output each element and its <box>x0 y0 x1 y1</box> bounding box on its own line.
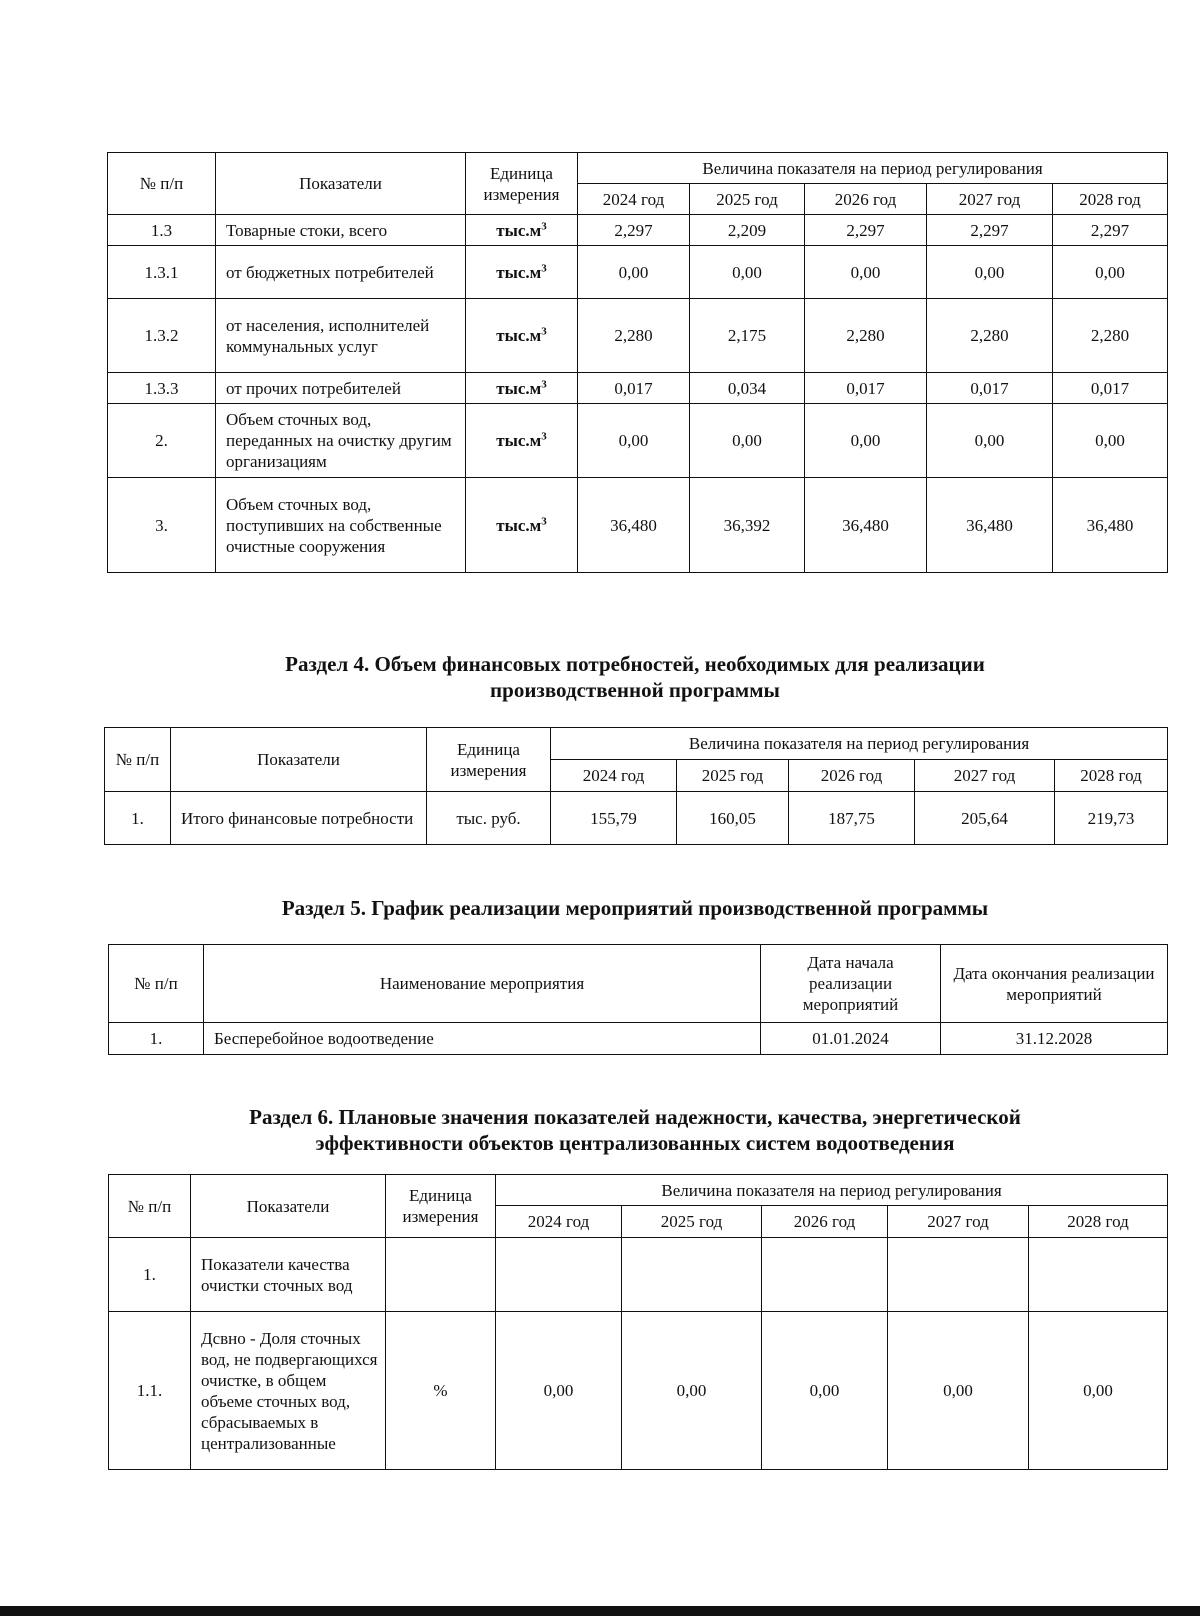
row-value: 0,00 <box>762 1312 888 1470</box>
col-header-unit: Единица измерения <box>386 1175 496 1238</box>
col-header-year: 2026 год <box>789 760 915 792</box>
row-value: 36,480 <box>805 478 927 573</box>
row-start-date: 01.01.2024 <box>761 1023 941 1055</box>
row-num: 1.3.2 <box>108 299 216 373</box>
table-row <box>109 1238 1168 1312</box>
row-value: 2,280 <box>927 299 1053 373</box>
row-name: Объем сточных вод, переданных на очистку другим организациям <box>216 404 466 478</box>
row-value: 0,00 <box>690 404 805 478</box>
section5-title: Раздел 5. График реализации мероприятий производственной программы <box>281 896 989 920</box>
row-value: 2,280 <box>1053 299 1168 373</box>
col-header-num: № п/п <box>109 945 204 1023</box>
col-header-year: 2025 год <box>690 184 805 215</box>
col-header-start: Дата начала реализации мероприятий <box>761 945 941 1023</box>
row-name: от прочих потребителей <box>216 373 466 404</box>
row-unit: $тыс.м^3$ <box>466 246 578 299</box>
row-value: 0,00 <box>927 404 1053 478</box>
row-value: 0,00 <box>1053 246 1168 299</box>
row-num: 1. <box>105 792 171 845</box>
row-value: 0,00 <box>496 1312 622 1470</box>
table-row <box>109 1312 1168 1470</box>
row-value: 0,017 <box>1053 373 1168 404</box>
col-header-year: 2024 год <box>496 1206 622 1238</box>
col-header-unit: Единица измерения <box>466 153 578 215</box>
row-value: 36,480 <box>927 478 1053 573</box>
col-header-year: 2024 год <box>551 760 677 792</box>
row-value: 2,175 <box>690 299 805 373</box>
col-header-period: Величина показателя на период регулирования <box>578 153 1168 184</box>
row-value: 2,297 <box>927 215 1053 246</box>
row-value: 36,480 <box>1053 478 1168 573</box>
row-value <box>1029 1238 1168 1312</box>
table-row <box>108 404 1168 478</box>
row-value: 2,297 <box>805 215 927 246</box>
row-value <box>888 1238 1029 1312</box>
row-value: 155,79 <box>551 792 677 845</box>
col-header-indicator: Показатели <box>171 728 427 792</box>
section6-title: Раздел 6. Плановые значения показателей надежности, качества, энергетической эффективности объектов централизованных систем водоотведения <box>249 1105 1021 1155</box>
row-unit: % <box>386 1312 496 1470</box>
row-name: Товарные стоки, всего <box>216 215 466 246</box>
row-value: 160,05 <box>677 792 789 845</box>
row-value: 0,00 <box>927 246 1053 299</box>
row-num: 1.3 <box>108 215 216 246</box>
col-header-period: Величина показателя на период регулирования <box>551 728 1168 760</box>
col-header-period: Величина показателя на период регулирования <box>496 1175 1168 1206</box>
row-name: от бюджетных потребителей <box>216 246 466 299</box>
row-num: 1.1. <box>109 1312 191 1470</box>
table-row <box>108 373 1168 404</box>
row-value: 2,297 <box>1053 215 1168 246</box>
financial-needs-table <box>104 727 1168 845</box>
col-header-year: 2025 год <box>622 1206 762 1238</box>
col-header-indicator: Показатели <box>216 153 466 215</box>
row-value: 0,00 <box>578 246 690 299</box>
row-num: 1. <box>109 1023 204 1055</box>
schedule-table <box>108 944 1168 1055</box>
row-unit: $тыс.м^3$ <box>466 373 578 404</box>
row-value: 0,034 <box>690 373 805 404</box>
row-value: 0,00 <box>690 246 805 299</box>
row-unit: тыс. руб. <box>427 792 551 845</box>
row-unit: $тыс.м^3$ <box>466 404 578 478</box>
row-num: 1.3.1 <box>108 246 216 299</box>
col-header-year: 2026 год <box>762 1206 888 1238</box>
row-value: 0,00 <box>578 404 690 478</box>
col-header-num: № п/п <box>105 728 171 792</box>
row-num: 1.3.3 <box>108 373 216 404</box>
row-value: 0,017 <box>927 373 1053 404</box>
row-num: 2. <box>108 404 216 478</box>
row-unit: $тыс.м^3$ <box>466 299 578 373</box>
col-header-year: 2028 год <box>1055 760 1168 792</box>
section4-title: Раздел 4. Объем финансовых потребностей, необходимых для реализации производственной программы <box>285 652 985 702</box>
row-name: Дсвно - Доля сточных вод, не подвергающихся очистке, в общем объеме сточных вод, сбрасываемых в централизованные <box>191 1312 386 1470</box>
col-header-year: 2026 год <box>805 184 927 215</box>
row-value: 36,480 <box>578 478 690 573</box>
row-value <box>622 1238 762 1312</box>
col-header-year: 2025 год <box>677 760 789 792</box>
row-value: 0,00 <box>888 1312 1029 1470</box>
table-row <box>108 215 1168 246</box>
row-value: 2,280 <box>805 299 927 373</box>
row-name: от населения, исполнителей коммунальных услуг <box>216 299 466 373</box>
table-row <box>105 792 1168 845</box>
row-value <box>762 1238 888 1312</box>
row-unit <box>386 1238 496 1312</box>
row-value: 2,209 <box>690 215 805 246</box>
row-value: 0,00 <box>805 246 927 299</box>
row-num: 3. <box>108 478 216 573</box>
col-header-num: № п/п <box>109 1175 191 1238</box>
row-value: 0,00 <box>805 404 927 478</box>
row-value: 0,00 <box>622 1312 762 1470</box>
row-value: 0,017 <box>805 373 927 404</box>
row-value: 2,297 <box>578 215 690 246</box>
row-unit: $тыс.м^3$ <box>466 478 578 573</box>
col-header-unit: Единица измерения <box>427 728 551 792</box>
row-unit: $тыс.м^3$ <box>466 215 578 246</box>
row-end-date: 31.12.2028 <box>941 1023 1168 1055</box>
reliability-table <box>108 1174 1168 1470</box>
row-value: 205,64 <box>915 792 1055 845</box>
row-name: Итого финансовые потребности <box>171 792 427 845</box>
row-value: 187,75 <box>789 792 915 845</box>
table-row <box>109 1023 1168 1055</box>
row-value: 2,280 <box>578 299 690 373</box>
row-value: 0,00 <box>1053 404 1168 478</box>
col-header-name: Наименование мероприятия <box>204 945 761 1023</box>
scan-edge-bar <box>0 1606 1200 1616</box>
row-num: 1. <box>109 1238 191 1312</box>
table-row <box>108 246 1168 299</box>
col-header-year: 2028 год <box>1053 184 1168 215</box>
row-value: 219,73 <box>1055 792 1168 845</box>
col-header-year: 2027 год <box>927 184 1053 215</box>
row-name: Бесперебойное водоотведение <box>204 1023 761 1055</box>
col-header-indicator: Показатели <box>191 1175 386 1238</box>
indicators-table <box>107 152 1168 573</box>
row-value: 0,00 <box>1029 1312 1168 1470</box>
col-header-num: № п/п <box>108 153 216 215</box>
row-name: Объем сточных вод, поступивших на собственные очистные сооружения <box>216 478 466 573</box>
row-name: Показатели качества очистки сточных вод <box>191 1238 386 1312</box>
row-value: 36,392 <box>690 478 805 573</box>
table-row <box>108 478 1168 573</box>
col-header-year: 2028 год <box>1029 1206 1168 1238</box>
row-value <box>496 1238 622 1312</box>
table-row <box>108 299 1168 373</box>
row-value: 0,017 <box>578 373 690 404</box>
col-header-year: 2027 год <box>915 760 1055 792</box>
col-header-end: Дата окончания реализации мероприятий <box>941 945 1168 1023</box>
col-header-year: 2024 год <box>578 184 690 215</box>
col-header-year: 2027 год <box>888 1206 1029 1238</box>
